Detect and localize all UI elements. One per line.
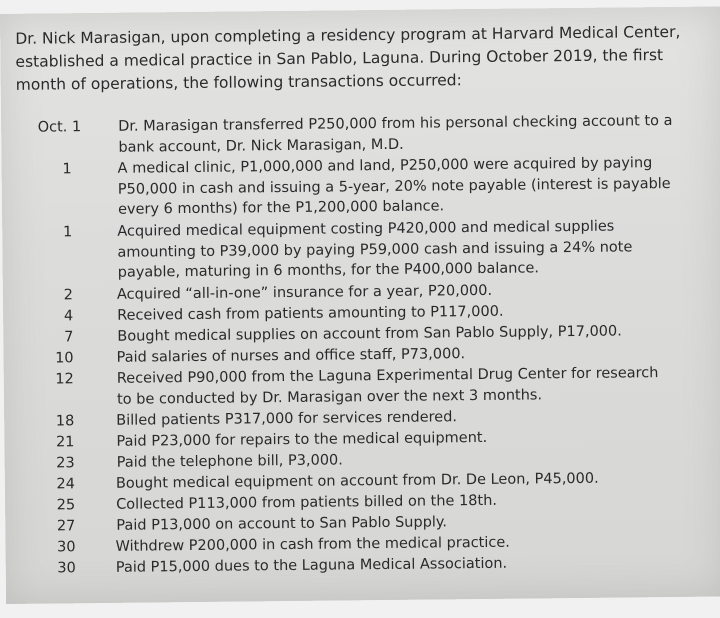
transaction-date: 25 [56,497,76,514]
transaction-date: 23 [56,455,75,472]
textbook-page [0,6,720,604]
transaction-description: Paid the telephone bill, P3,000. [116,452,343,471]
transaction-date: 4 [63,308,74,325]
transaction-date: 7 [64,329,74,346]
transaction-description: Acquired medical equipment costing P420,000 and medical supplies amounting to P39,000 by paying P59,000 cash and issuing a 24% note payable, maturing in 6 months, for the P400,000 balance. [117,218,633,281]
transaction-description: Paid P23,000 for repairs to the medical equipment. [116,429,488,450]
transaction-date: 10 [55,350,74,367]
transaction-date: 30 [57,560,76,577]
transaction-description: Received P90,000 from the Laguna Experimental Drug Center for research to be conducted by Dr. Marasigan over the next 3 months. [116,365,659,408]
transaction-description: Received cash from patients amounting to P117,000. [117,303,504,324]
transaction-date: 27 [56,518,76,535]
transaction-description: Bought medical equipment on account from Dr. De Leon, P45,000. [115,470,599,492]
transaction-date: 30 [57,539,76,556]
transaction-description: Paid salaries of nurses and office staff, P73,000. [116,346,466,366]
transaction-date: Oct. 1 [37,119,82,136]
transaction-date: 24 [56,476,76,493]
problem-intro: Dr. Nick Marasigan, upon completing a residency program at Harvard Medical Center, established a medical practice in San Pablo, Laguna. During October 2019, the first month of operations, the following transactions occurred: [15,22,681,94]
transaction-date: 1 [62,224,73,241]
transaction-description: Bought medical supplies on account from San Pablo Supply, P17,000. [117,323,622,345]
transaction-description: Withdrew P200,000 in cash from the medical practice. [115,534,510,555]
transaction-date: 2 [63,287,74,304]
transaction-description: Acquired “all-in-one” insurance for a year, P20,000. [116,282,493,303]
transaction-description: A medical clinic, P1,000,000 and land, P250,000 were acquired by paying P50,000 in cash and issuing a 5-year, 20% note payable (interest is payable every 6 months) for the P1,200,000 balance. [117,155,671,218]
transaction-description: Billed patients P317,000 for services rendered. [116,409,458,429]
transaction-description: Dr. Marasigan transferred P250,000 from his personal checking account to a bank account, Dr. Nick Marasigan, M.D. [118,112,673,156]
transaction-date: 1 [62,161,72,178]
transaction-description: Paid P15,000 dues to the Laguna Medical Association. [115,555,508,576]
transaction-description: Paid P13,000 on account to San Pablo Supply. [116,514,448,534]
transaction-description: Collected P113,000 from patients billed on the 18th. [116,492,498,513]
transaction-date: 18 [55,413,75,430]
transaction-date: 12 [55,371,74,388]
transaction-date: 21 [55,434,75,451]
